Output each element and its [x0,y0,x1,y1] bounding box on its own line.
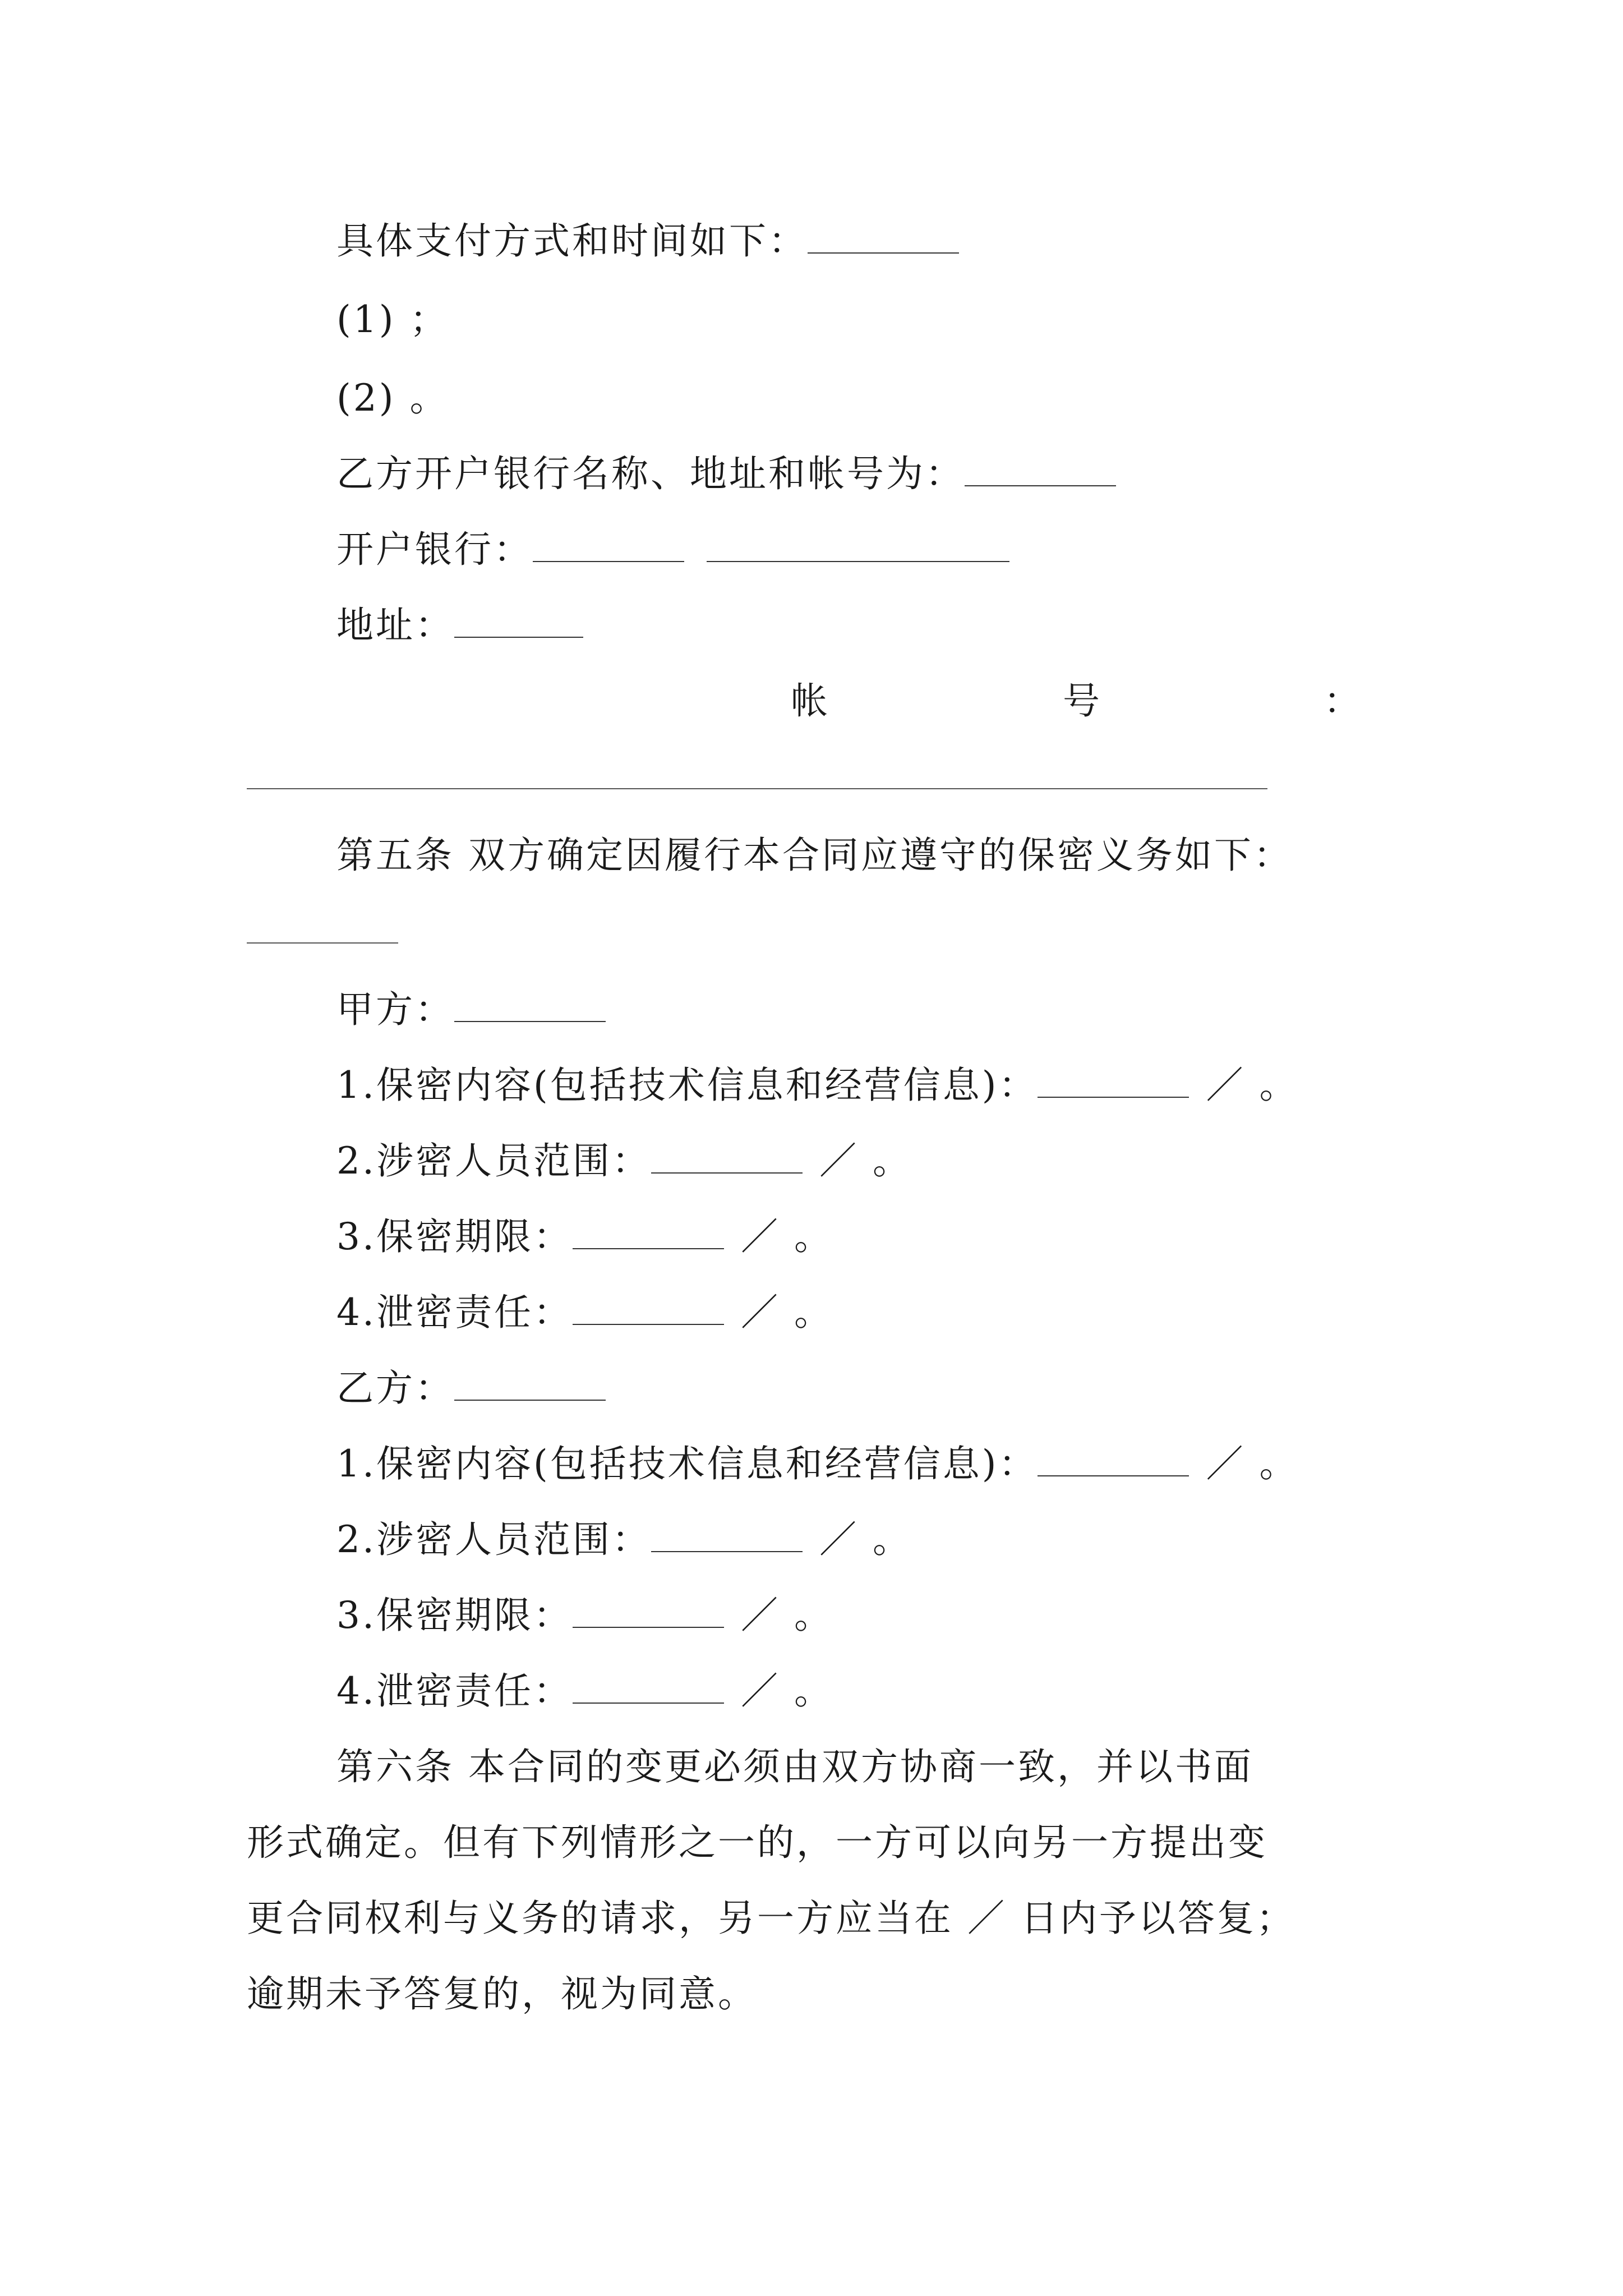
account-char-1: 帐 [791,679,828,723]
article-6-line-1 [0,1728,1623,1806]
party-b-item-1-blank [1038,1442,1189,1476]
payment-item-1 [0,280,1623,359]
address-label: 地址： [336,604,454,647]
article-6-line-2 [0,1803,1623,1882]
party-b-item-1-suffix: ／ 。 [1206,1442,1299,1485]
party-b-item-1 [0,1425,1623,1503]
party-b-item-3-suffix: ／ 。 [740,1594,833,1637]
article-6-line-3 [0,1879,1623,1958]
bank-intro-line [0,435,1623,513]
party-b-item-2-blank [651,1517,803,1552]
party-b-item-2-suffix: ／ 。 [819,1518,912,1561]
address-line [0,586,1623,665]
party-b-label: 乙方： [336,1366,454,1410]
party-a-item-2-suffix: ／ 。 [819,1139,912,1182]
article-5 [0,816,1623,895]
article-6-line-4 [0,1955,1623,2033]
party-a-item-1 [0,1046,1623,1125]
party-b-item-4-blank [573,1669,724,1704]
party-b-item-3-prefix: 3.保密期限： [336,1594,573,1637]
party-b-blank [454,1366,606,1401]
party-a-item-1-prefix: 1.保密内容(包括技术信息和经营信息)： [336,1064,1038,1107]
payment-blank [808,219,959,254]
account-blank-line [247,788,1267,789]
party-b-item-4-prefix: 4.泄密责任： [336,1669,573,1713]
party-b-item-2-prefix: 2.涉密人员范围： [336,1518,651,1561]
party-a-item-4-blank [573,1290,724,1325]
party-a-label: 甲方： [336,988,454,1031]
address-blank [454,603,583,638]
party-a-item-3-prefix: 3.保密期限： [336,1215,573,1258]
bank-line [0,510,1623,589]
party-a-item-4 [0,1273,1623,1352]
payment-intro-text: 具体支付方式和时间如下： [336,219,808,263]
party-b-item-3 [0,1576,1623,1655]
party-a-item-4-suffix: ／ 。 [740,1291,833,1334]
bank-intro-text: 乙方开户银行名称、地址和帐号为： [336,452,965,495]
party-a-item-2-prefix: 2.涉密人员范围： [336,1139,651,1182]
account-char-3: ： [1324,679,1361,723]
party-b-item-1-prefix: 1.保密内容(包括技术信息和经营信息)： [336,1442,1038,1485]
party-a-item-4-prefix: 4.泄密责任： [336,1291,573,1334]
bank-label: 开户银行： [336,528,533,571]
article-6-text-1: 第六条 本合同的变更必须由双方协商一致，并以书面 [336,1745,1253,1788]
party-a-item-2-blank [651,1139,803,1174]
account-char-2: 号 [1063,679,1100,723]
party-a-item-1-blank [1038,1063,1189,1098]
party-a-item-1-suffix: ／ 。 [1206,1064,1299,1107]
bank-intro-blank [965,452,1116,486]
party-a-item-2 [0,1122,1623,1200]
party-b-item-4 [0,1652,1623,1731]
party-a-label-line [0,970,1623,1049]
payment-item-2-text: (2) 。 [336,376,449,420]
party-a-item-3-suffix: ／ 。 [740,1215,833,1258]
payment-item-1-text: (1) ； [336,298,449,341]
party-a-item-3-blank [573,1214,724,1249]
article-6-text-3: 更合同权利与义务的请求，另一方应当在 ／ 日内予以答复； [247,1897,1295,1940]
party-b-label-line [0,1349,1623,1428]
party-a-blank [454,987,606,1022]
article-5-text: 第五条 双方确定因履行本合同应遵守的保密义务如下： [336,834,1293,877]
article-6-text-2: 形式确定。但有下列情形之一的，一方可以向另一方提出变 [247,1821,1267,1864]
payment-intro-line [0,202,1623,280]
party-b-item-2 [0,1501,1623,1579]
bank-extra-blank [707,527,1009,562]
article-6-text-4: 逾期未予答复的，视为同意。 [247,1972,757,2016]
article-5-blank [247,942,398,944]
bank-name-blank [533,527,684,562]
payment-item-2 [0,359,1623,438]
party-b-item-3-blank [573,1593,724,1628]
party-a-item-3 [0,1198,1623,1276]
party-b-item-4-suffix: ／ 。 [740,1669,833,1713]
